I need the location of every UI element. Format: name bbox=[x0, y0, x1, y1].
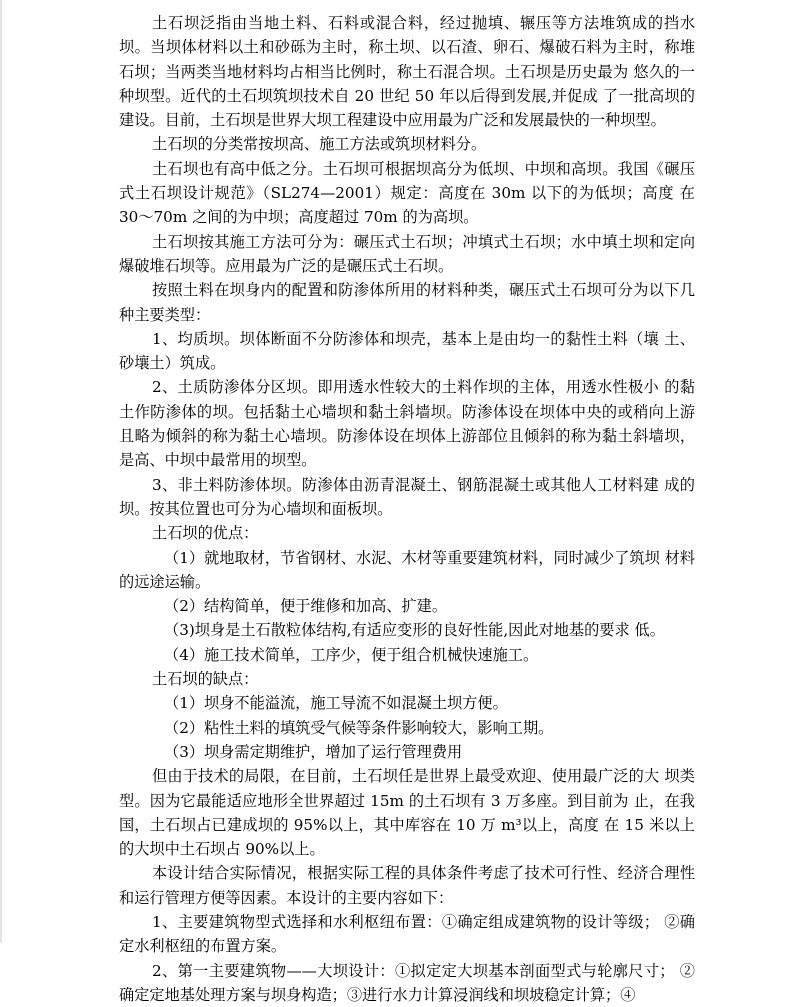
paragraph-popularity: 但由于技术的局限，在目前，土石坝任是世界上最受欢迎、使用最广泛的大 坝类型。因为它最能适应地形全世界超过 15m 的土石坝有 3 万多座。到目前为 止，在我国，土石坝占已建成坝的 95%以上，其中库容在 10 万 m³以上，高度 在 15 米以上的大坝中土石坝占 90%以上。 bbox=[119, 767, 695, 859]
paragraph-by-material: 按照土料在坝身内的配置和防渗体所用的材料种类，碾压式土石坝可分为以下几种主要类型： bbox=[119, 281, 695, 324]
paragraph-by-height: 土石坝也有高中低之分。土石坝可根据坝高分为低坝、中坝和高坝。我国《碾压式土石坝设计规范》（SL274—2001）规定：高度在 30m 以下的为低坝；高度 在 30～70m 之间的为中坝；高度超过 70m 的为高坝。 bbox=[119, 159, 695, 227]
paragraph-by-construction: 土石坝按其施工方法可分为：碾压式土石坝；冲填式土石坝；水中填土坝和定向爆破堆石坝等。应用最为广泛的是碾压式土石坝。 bbox=[119, 232, 695, 275]
paragraph-intro-definition: 土石坝泛指由当地土料、石料或混合料，经过抛填、辗压等方法堆筑成的挡水坝。当坝体材料以土和砂砾为主时，称土坝、以石渣、卵石、爆破石料为主时，称堆石坝；当两类当地材料均占相当比例时，称土石混合坝。土石坝是历史最为 悠久的一种坝型。近代的土石坝筑坝技术自 20 世纪 50 年以后得到发展,并促成 了一批高坝的建设。目前，土石坝是世界大坝工程建设中应用最为广泛和发展最快的一种坝型。 bbox=[119, 14, 695, 130]
advantage-item-4: （4）施工技术简单，工序少，便于组合机械快速施工。 bbox=[164, 645, 539, 664]
paragraph-type-3: 3、非土料防渗体坝。防渗体由沥青混凝土、钢筋混凝土或其他人工材料建 成的坝。按其位置也可分为心墙坝和面板坝。 bbox=[119, 475, 695, 518]
paragraph-design-scope: 本设计结合实际情况，根据实际工程的具体条件考虑了技术可行性、经济合理性和运行管理方便等因素。本设计的主要内容如下： bbox=[119, 864, 695, 907]
advantage-item-1: （1）就地取材，节省钢材、水泥、木材等重要建筑材料，同时减少了筑坝 材料的远途运输。 bbox=[119, 548, 695, 591]
design-content-item-1: 1、主要建筑物型式选择和水利枢纽布置：①确定组成建筑物的设计等级； ②确定水利枢纽的布置方案。 bbox=[119, 912, 695, 956]
paragraph-classification-intro: 土石坝的分类常按坝高、施工方法或筑坝材料分。 bbox=[152, 135, 487, 154]
disadvantage-item-3: （3）坝身需定期维护，增加了运行管理费用 bbox=[164, 742, 463, 761]
document-body bbox=[119, 11, 695, 1007]
disadvantage-item-1: （1）坝身不能溢流，施工导流不如混凝土坝方便。 bbox=[164, 694, 508, 713]
advantage-item-2: （2）结构简单，便于维修和加高、扩建。 bbox=[164, 597, 448, 616]
advantages-heading: 土石坝的优点： bbox=[152, 524, 259, 543]
disadvantages-heading: 土石坝的缺点： bbox=[152, 670, 259, 689]
paragraph-type-1: 1、均质坝。坝体断面不分防渗体和坝壳，基本上是由均一的黏性土料（壤 土、砂壤土）筑成。 bbox=[119, 329, 695, 373]
design-content-item-2: 2、第一主要建筑物——大坝设计：①拟定定大坝基本剖面型式与轮廓尺寸； ②确定定地基处理方案与坝身构造；③进行水力计算浸润线和坝坡稳定计算；④ bbox=[119, 961, 695, 1004]
paragraph-type-2: 2、土质防渗体分区坝。即用透水性较大的土料作坝的主体，用透水性极小 的黏土作防渗体的坝。包括黏土心墙坝和黏土斜墙坝。防渗体设在坝体中央的或稍向上游且略为倾斜的称为黏土心墙坝。防渗体设在坝体上游部位且倾斜的称为黏土斜墙坝，是高、中坝中最常用的坝型。 bbox=[119, 378, 695, 470]
disadvantage-item-2: （2）粘性土料的填筑受气候等条件影响较大，影响工期。 bbox=[164, 718, 554, 737]
advantage-item-3: （3)坝身是土石散粒体结构,有适应变形的良好性能,因此对地基的要求 低。 bbox=[164, 621, 665, 640]
